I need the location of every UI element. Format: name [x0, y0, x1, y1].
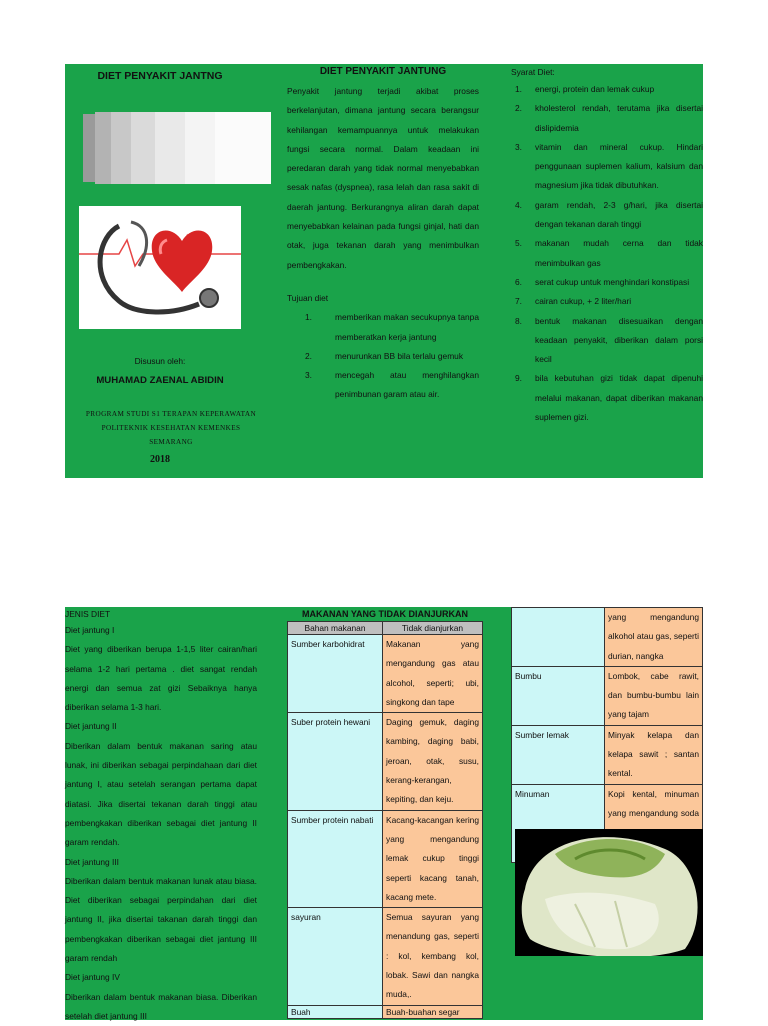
table-row	[512, 725, 703, 784]
table-header-row	[288, 622, 483, 635]
table-row	[512, 608, 703, 667]
intro-panel	[287, 64, 479, 405]
list-item: 3. mencegah atau menghilangkan penimbunan garam atau air.	[305, 370, 479, 400]
table-row	[288, 908, 483, 1005]
intro-body: Penyakit jantung terjadi akibat proses berkelanjutan, dimana jantung secara berangsur kehilangan kemampuannya untuk melakukan fungsi secara normal. Dalam keadaan ini peredaran darah yang tidak normal menyebabkan sesak nafas (dyspnea), rasa lelah dan rasa sakit di daerah jantung. Berkurangnya aliran darah dapat menyebabkan kelainan pada fungsi ginjal, hati dan otak, juga tekanan darah yang menimbulkan pembengkakan.	[287, 86, 479, 270]
table-cell: Minuman	[512, 784, 605, 862]
table-cell: Semua sayuran yang menandung gas, seperti : kol, kembang kol, lobak. Sawi dan nangka muda,.	[383, 908, 483, 1005]
diet-section-name: Diet jantung I	[65, 625, 115, 635]
not-recommended-table	[287, 621, 483, 1019]
intro-title: DIET PENYAKIT JANTUNG	[319, 66, 447, 77]
table-header: Bahan makanan	[288, 622, 383, 635]
compiled-by-label: Disusun oleh:	[134, 356, 186, 366]
list-item: 1. memberikan makan secukupnya tanpa memberatkan kerja jantung	[305, 312, 479, 342]
not-recommended-title: MAKANAN YANG TIDAK DIANJURKAN	[301, 609, 468, 619]
brochure-back-sheet	[65, 607, 703, 1020]
list-item: 7. cairan cukup, + 2 liter/hari	[515, 296, 632, 307]
list-item: 2. menurunkan BB bila terlalu gemuk	[305, 350, 464, 361]
diet-section-text: Diberikan dalam bentuk makanan lunak atau biasa. Diet diberikan sebagai perpindahan dari diet jantung II, jika disertai takanan darah tinggi dan pembengkakan diberikan sebagai diet jantung III garam rendah	[65, 875, 257, 964]
table-cell: sayuran	[288, 908, 383, 1005]
table-cell: Kopi kental, minuman yang mengandung soda	[605, 784, 703, 862]
list-item: 3. vitamin dan mineral cukup. Hindari penggunaan suplemen kalium, kalsium dan magnesium jika tidak dibutuhkan.	[515, 141, 703, 191]
diet-types-title: JENIS DIET	[65, 609, 111, 619]
diet-section-name: Diet jantung II	[65, 721, 117, 732]
requirements-title: Syarat Diet:	[511, 67, 555, 77]
table-row	[288, 713, 483, 810]
table-cell: Makanan yang mengandung gas atau alcohol, seperti; ubi, singkong dan tape	[383, 635, 483, 713]
brochure-front-sheet	[65, 64, 703, 478]
list-item: 9. bila kebutuhan gizi tidak dapat dipenuhi melalui makanan, dapat diberikan makanan suplemen gizi.	[515, 373, 703, 423]
author-name: MUHAMAD ZAENAL ABIDIN	[96, 375, 224, 386]
table-cell: Sumber protein nabati	[288, 810, 383, 907]
table-row	[512, 666, 703, 725]
institution-line: SEMARANG	[149, 438, 193, 446]
not-recommended-panel	[287, 607, 483, 1019]
table-row	[288, 810, 483, 907]
goals-title: Tujuan diet	[287, 292, 329, 303]
table-cell: Buah-buahan segar	[383, 1005, 483, 1018]
list-item: 6. serat cukup untuk menghindari konstipasi	[515, 276, 690, 287]
goals-list	[287, 308, 479, 404]
continued-table	[511, 607, 703, 863]
diet-section-text: Diberikan dalam bentuk makanan biasa. Diberikan setelah diet jantung III	[65, 991, 257, 1021]
table-cell: Kacang-kacangan kering yang mengandung lemak cukup tinggi seperti kacang tanah, kacang mete.	[383, 810, 483, 907]
table-cell: Bumbu	[512, 666, 605, 725]
diet-section-text: Diberikan dalam bentuk makanan saring atau lunak, ini diberikan sebagai perpindahaan dari diet jantung I, atau setelah serangan pertama dapat diatasi. Jika disertai tekanan darah tinggi atau pembengkakan diberikan sebagai diet jantung II garam rendah.	[65, 740, 257, 848]
heart-stethoscope-image	[79, 206, 241, 329]
list-item: 2. kholesterol rendah, terutama jika disertai dislipidemia	[515, 103, 703, 133]
diet-section-name: Diet jantung III	[65, 856, 120, 867]
requirements-panel	[511, 64, 703, 427]
table-cell: Minyak kelapa dan kelapa sawit ; santan kental.	[605, 725, 703, 784]
requirements-list	[511, 80, 703, 427]
cabbage-image	[515, 829, 703, 956]
table-header: Tidak dianjurkan	[383, 622, 483, 635]
table-cell: Sumber karbohidrat	[288, 635, 383, 713]
table-cell: Buah	[288, 1005, 383, 1018]
table-cell: Lombok, cabe rawit, dan bumbu-bumbu lain yang tajam	[605, 666, 703, 725]
table-cell: Suber protein hewani	[288, 713, 383, 810]
decorative-banner	[65, 112, 275, 184]
table-row	[288, 635, 483, 713]
table-cell: yang mengandung alkohol atau gas, seperti durian, nangka	[605, 608, 703, 667]
list-item: 8. bentuk makanan disesuaikan dengan keadaan penyakit, diberikan dalam porsi kecil	[515, 315, 703, 365]
table-cell: Sumber lemak	[512, 725, 605, 784]
institution-line: POLITEKNIK KESEHATAN KEMENKES	[101, 424, 241, 432]
list-item: 1. energi, protein dan lemak cukup	[515, 84, 655, 94]
table-row	[288, 1005, 483, 1018]
institution-line: PROGRAM STUDI S1 TERAPAN KEPERAWATAN	[85, 410, 257, 418]
table-cell: Daging gemuk, daging kambing, daging babi, jeroan, otak, susu, kerang-kerangan, kepiting, dan keju.	[383, 713, 483, 810]
diet-section-name: Diet jantung IV	[65, 972, 120, 983]
cover-panel	[65, 64, 277, 478]
not-recommended-continued-panel	[511, 607, 703, 863]
table-cell	[512, 608, 605, 667]
institution-block	[65, 407, 277, 449]
diet-section-text: Diet yang diberikan berupa 1-1,5 liter cairan/hari selama 1-2 hari pertama . diet sangat rendah energi dan semua zat gizi Sebaiknya hanya diberikan selama 1-3 hari.	[65, 644, 257, 713]
cover-title: DIET PENYAKIT JANTNG	[97, 70, 223, 82]
diet-types-panel	[65, 607, 257, 1026]
list-item: 5. makanan mudah cerna dan tidak menimbulkan gas	[515, 238, 703, 268]
year: 2018	[150, 454, 170, 465]
list-item: 4. garam rendah, 2-3 g/hari, jika disertai dengan tekanan darah tinggi	[515, 199, 703, 230]
